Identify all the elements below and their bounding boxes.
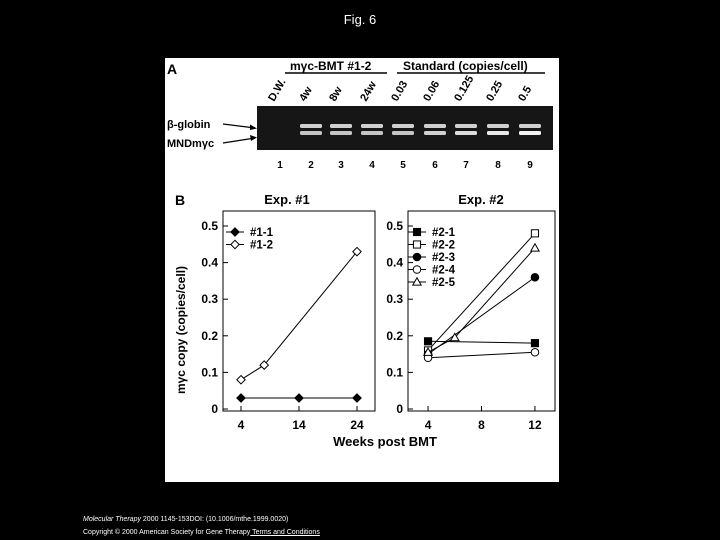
gel-band-myc-5: [392, 131, 414, 135]
chart2-legend-label-5: #2-5: [432, 277, 456, 289]
chart2-point-2-2: [531, 230, 538, 237]
chart2-legend-label-2: #2-2: [432, 239, 456, 252]
chart2-ytick-label-2: 0.2: [386, 328, 403, 343]
gel-band-myc-2: [300, 131, 322, 135]
chart2-plot: [386, 219, 542, 432]
chart2-title: Exp. #2: [458, 192, 504, 207]
lane-header-1: D.W.: [266, 76, 289, 104]
chart2-xtick-label-1: 8: [478, 418, 485, 432]
chart2-legend-marker-2: [413, 241, 420, 248]
chart1-point-1-1: [237, 394, 245, 402]
gel-lane-numbers: [277, 160, 533, 171]
lane-number-8: 8: [495, 160, 501, 171]
chart1-ytick-label-2: 0.2: [201, 328, 218, 343]
footer-copyright: [83, 529, 320, 536]
lane-header-9: 0.5: [516, 84, 535, 104]
x-axis-label: Weeks post BMT: [333, 434, 437, 449]
lane-header-6: 0.06: [421, 78, 443, 104]
chart2-ytick-label-0: 0: [396, 402, 403, 416]
chart1-xtick-label-2: 24: [350, 418, 364, 432]
chart1-ytick-label-4: 0.4: [201, 255, 218, 270]
lane-header-4: 24w: [358, 79, 379, 104]
lane-number-5: 5: [400, 160, 406, 171]
gel-band-globin-7: [455, 124, 477, 128]
terms-and-conditions-link[interactable]: Terms and Conditions: [250, 529, 320, 536]
chart2-point-5-3: [531, 244, 539, 251]
chart2-frame: [408, 211, 555, 411]
gel-band-myc-8: [487, 131, 509, 135]
gel-band-myc-6: [424, 131, 446, 135]
chart1-ytick-label-1: 0.1: [201, 365, 218, 380]
chart1-frame: [223, 211, 375, 411]
lane-number-1: 1: [277, 160, 283, 171]
arrowhead-globin: [250, 125, 257, 131]
lane-number-6: 6: [432, 160, 438, 171]
gel-band-globin-5: [392, 124, 414, 128]
chart1-point-2-1: [237, 376, 245, 384]
gel-group-label-standard: Standard (copies/cell): [403, 59, 528, 73]
chart2-ytick-label-1: 0.1: [386, 365, 403, 380]
lane-header-7: 0.125: [452, 73, 477, 104]
chart1-ytick-label-5: 0.5: [201, 219, 218, 233]
figure: [165, 58, 559, 482]
lane-number-4: 4: [369, 160, 375, 171]
lane-number-9: 9: [527, 160, 533, 171]
chart1-legend-marker-1: [231, 228, 239, 236]
gel-band-globin-6: [424, 124, 446, 128]
chart2-point-4-2: [531, 348, 539, 356]
chart2-legend-marker-1: [413, 228, 420, 235]
footer-citation: [83, 516, 288, 523]
chart2-legend-marker-4: [413, 266, 421, 274]
gel-band-globin-9: [519, 124, 541, 128]
gel-group-label-myc: mγc-BMT #1-2: [290, 59, 372, 73]
chart1-legend-label-1: #1-1: [250, 227, 274, 239]
chart2-ytick-label-3: 0.3: [386, 292, 403, 307]
chart1-ytick-label-3: 0.3: [201, 292, 218, 307]
lane-header-3: 8w: [327, 84, 345, 104]
chart1-series-line-2: [241, 252, 357, 380]
panel-a-letter: A: [167, 61, 178, 77]
footer-journal: Molecular Therapy: [83, 516, 141, 523]
lane-header-8: 0.25: [484, 78, 506, 104]
chart2-legend-marker-3: [413, 253, 421, 261]
chart2-legend-label-3: #2-3: [432, 252, 456, 264]
gel-band-myc-7: [455, 131, 477, 135]
chart1-legend-label-2: #1-2: [250, 239, 274, 252]
gel-band-myc-3: [330, 131, 352, 135]
chart2-point-1-2: [531, 340, 538, 347]
chart1-plot: [201, 219, 364, 432]
chart1-point-1-3: [353, 394, 361, 402]
footer-citation-text: 2000 1145-153DOI: (10.1006/mthe.1999.0020): [140, 516, 289, 523]
chart2-ytick-label-4: 0.4: [386, 255, 403, 270]
chart1-xtick-label-1: 14: [292, 418, 306, 432]
chart2-xtick-label-2: 12: [528, 418, 542, 432]
chart1-title: Exp. #1: [264, 192, 310, 207]
chart1-legend-marker-2: [231, 240, 239, 248]
band-label-myc: MNDmγc: [167, 138, 215, 150]
slide-title: Fig. 6: [343, 12, 377, 27]
lane-header-5: 0.03: [389, 78, 411, 104]
chart1-ytick-label-0: 0: [211, 402, 218, 416]
lane-header-2: 4w: [297, 84, 315, 104]
chart2-legend-label-4: #2-4: [432, 264, 456, 277]
chart2-legend-marker-5: [413, 278, 421, 285]
arrowhead-myc: [250, 135, 257, 141]
chart2-xtick-label-0: 4: [424, 418, 432, 432]
gel-band-globin-8: [487, 124, 509, 128]
lane-number-7: 7: [463, 160, 469, 171]
panel-b-letter: B: [175, 192, 186, 208]
chart2-series-line-4: [428, 352, 535, 357]
chart2-point-1-1: [424, 338, 431, 345]
footer-copyright-text: Copyright © 2000 American Society for Gene Therapy: [83, 529, 251, 536]
lane-number-3: 3: [338, 160, 344, 171]
chart2-legend-label-1: #2-1: [432, 227, 456, 239]
chart1-point-1-2: [295, 394, 303, 402]
figure-svg: [165, 58, 559, 482]
chart2-ytick-label-5: 0.5: [386, 219, 403, 233]
gel-band-globin-3: [330, 124, 352, 128]
y-axis-label: mγc copy (copies/cell): [174, 265, 188, 395]
gel-band-myc-4: [361, 131, 383, 135]
gel-band-globin-4: [361, 124, 383, 128]
gel-band-myc-9: [519, 131, 541, 135]
band-label-globin: β-globin: [167, 119, 211, 131]
gel-band-globin-2: [300, 124, 322, 128]
chart2-point-3-2: [531, 273, 539, 281]
gel-lane-headers: [266, 74, 534, 104]
lane-number-2: 2: [308, 160, 314, 171]
chart1-xtick-label-0: 4: [237, 418, 245, 432]
arrow-myc: [223, 138, 255, 143]
